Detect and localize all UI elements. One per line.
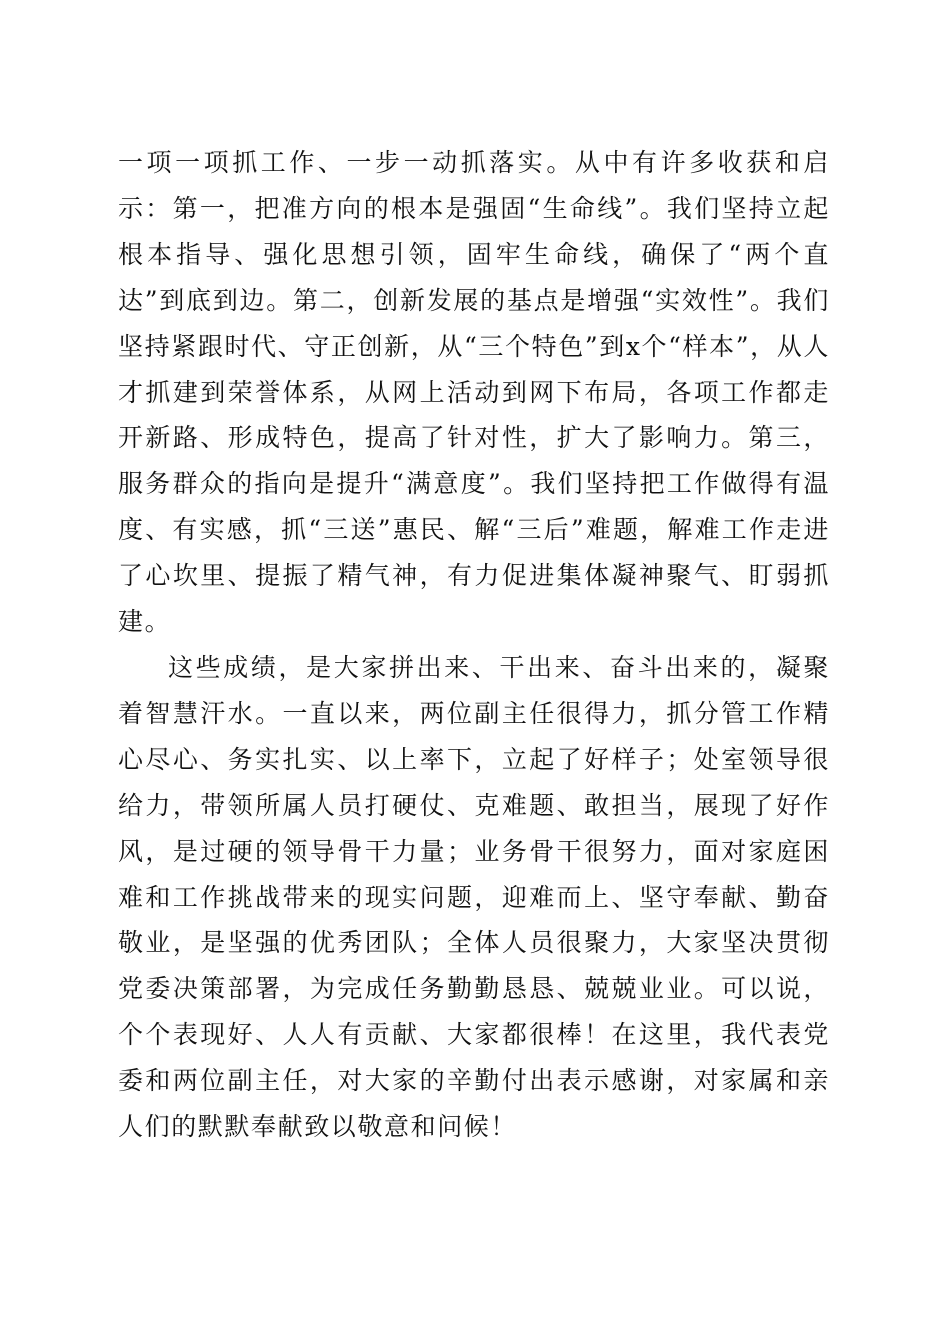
document-body [118, 140, 830, 1150]
paragraph-continuation: 一项一项抓工作、一步一动抓落实。从中有许多收获和启示：第一，把准方向的根本是强固“生命线”。我们坚持立起根本指导、强化思想引领，固牢生命线，确保了“两个直达”到底到边。第二，创新发展的基点是增强“实效性”。我们坚持紧跟时代、守正创新，从“三个特色”到x个“样本”，从人才抓建到荣誉体系，从网上活动到网下布局，各项工作都走开新路、形成特色，提高了针对性，扩大了影响力。第三，服务群众的指向是提升“满意度”。我们坚持把工作做得有温度、有实感，抓“三送”惠民、解“三后”难题，解难工作走进了心坎里、提振了精气神，有力促进集体凝神聚气、盯弱抓建。 [118, 148, 830, 637]
paragraph-achievements: 这些成绩，是大家拼出来、干出来、奋斗出来的，凝聚着智慧汗水。一直以来，两位副主任很得力，抓分管工作精心尽心、务实扎实、以上率下，立起了好样子；处室领导很给力，带领所属人员打硬仗、克难题、敢担当，展现了好作风，是过硬的领导骨干力量；业务骨干很努力，面对家庭困难和工作挑战带来的现实问题，迎难而上、坚守奉献、勤奋敬业，是坚强的优秀团队；全体人员很聚力，大家坚决贯彻党委决策部署，为完成任务勤勤恳恳、兢兢业业。可以说，个个表现好、人人有贡献、大家都很棒！在这里，我代表党委和两位副主任，对大家的辛勤付出表示感谢，对家属和亲人们的默默奉献致以敬意和问候！ [118, 652, 830, 1142]
